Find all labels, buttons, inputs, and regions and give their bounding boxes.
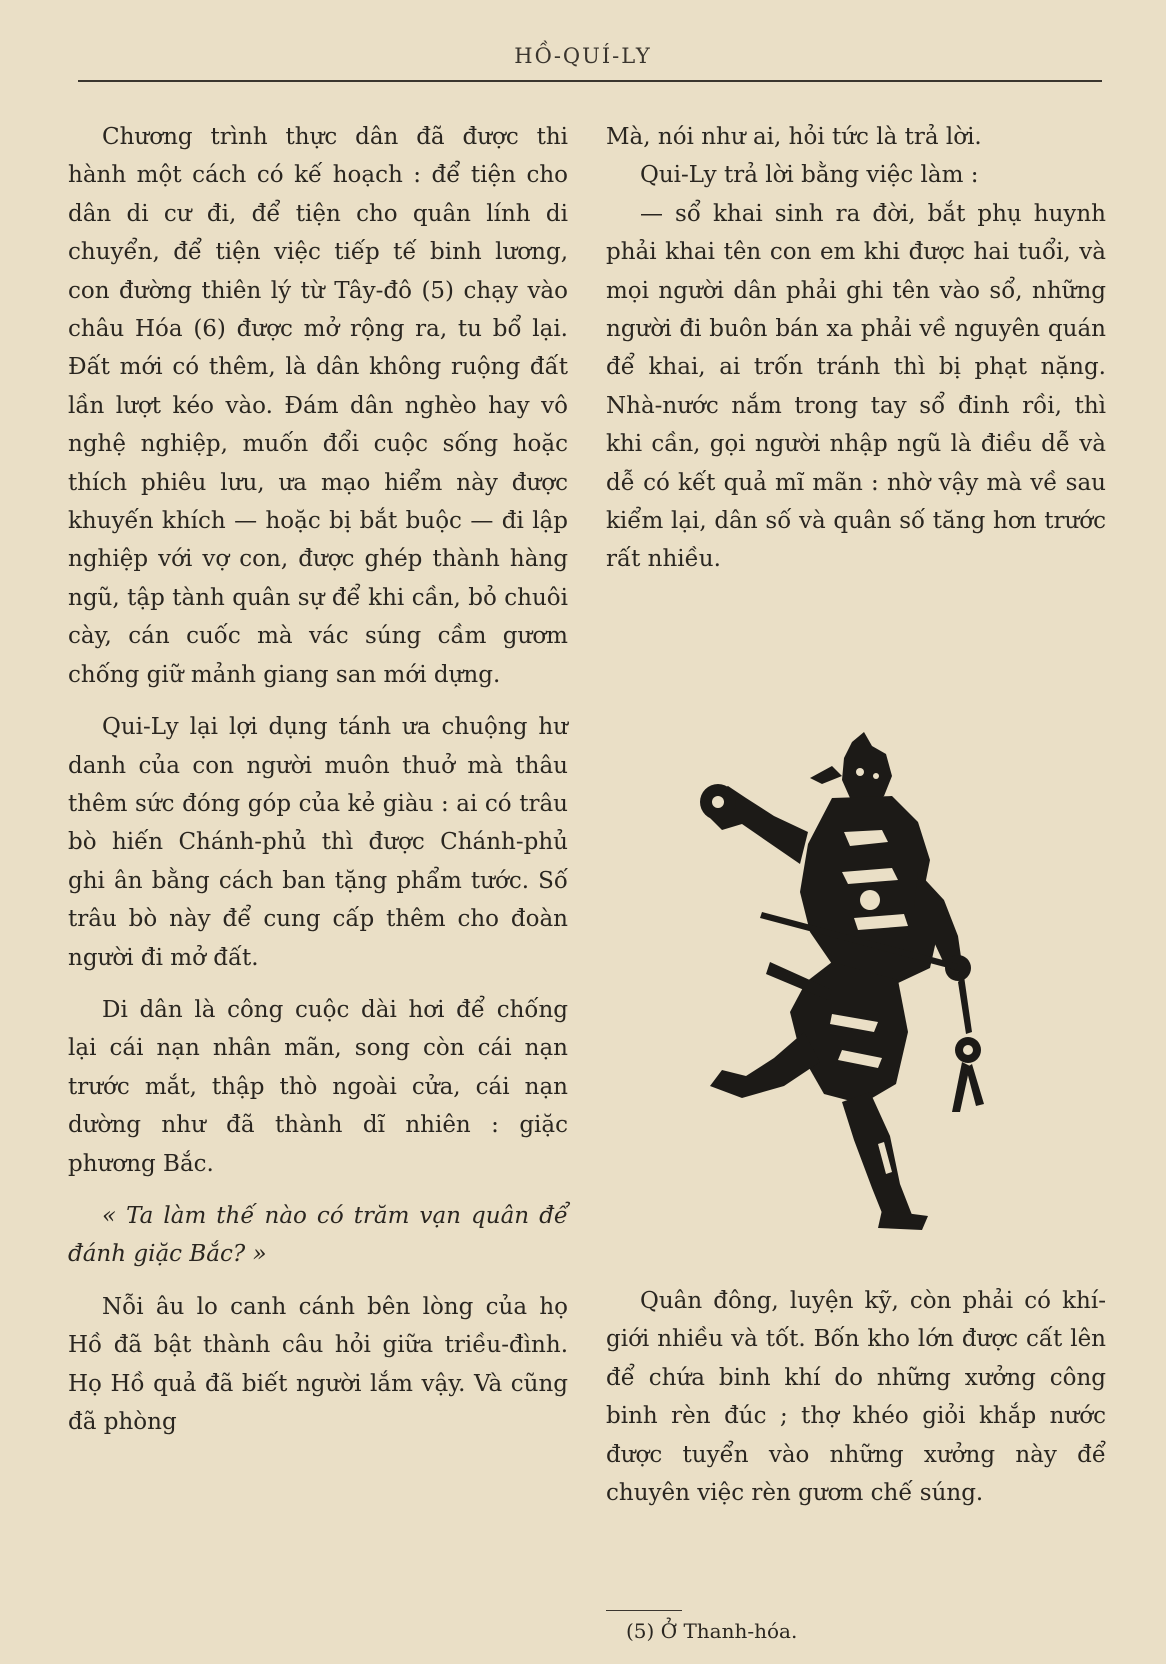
footnote-rule bbox=[606, 1610, 682, 1611]
left-paragraph-3: Di dân là công cuộc dài hơi để chống lại cái nạn nhân mãn, song còn cái nạn trước mắt, thập thò ngoài cửa, cái nạn dường như đã thành dĩ nhiên : giặc phương Bắc. bbox=[68, 996, 568, 1177]
left-paragraph-4: Nỗi âu lo canh cánh bên lòng của họ Hồ đã bật thành câu hỏi giữa triều-đình. Họ Hồ quả đã biết người lắm vậy. Và cũng đã phòng bbox=[68, 1293, 568, 1435]
left-quote: « Ta làm thế nào có trăm vạn quân để đánh giặc Bắc? » bbox=[68, 1202, 568, 1268]
left-paragraph-1: Chương trình thực dân đã được thi hành một cách có kế hoạch : để tiện cho dân di cư đi, để tiện cho quân lính di chuyển, để tiện việc tiếp tế binh lương, con đường thiên lý từ Tây-đô (5) chạy vào châu Hóa (6) được mở rộng ra, tu bổ lại. Đất mới có thêm, là dân không ruộng đất lần lượt kéo vào. Đám dân nghèo hay vô nghệ nghiệp, muốn đổi cuộc sống hoặc thích phiêu lưu, ưa mạo hiểm này được khuyến khích — hoặc bị bắt buộc — đi lập nghiệp với vợ con, được ghép thành hàng ngũ, tập tành quân sự để khi cần, bỏ chuôi cày, cán cuốc mà vác súng cầm gươm chống giữ mảnh giang san mới dựng. bbox=[68, 124, 568, 688]
footnote: (5) Ở Thanh-hóa. bbox=[626, 1619, 798, 1643]
right-paragraph-1: Mà, nói như ai, hỏi tức là trả lời. bbox=[606, 124, 982, 150]
left-column bbox=[68, 118, 568, 1441]
left-paragraph-2: Qui-Ly lại lợi dụng tánh ưa chuộng hư danh của con người muôn thuở mà thâu thêm sức đóng góp của kẻ giàu : ai có trâu bò hiến Chánh-phủ thì được Chánh-phủ ghi ân bằng cách ban tặng phẩm tước. Số trâu bò này để cung cấp thêm cho đoàn người đi mở đất. bbox=[68, 714, 568, 971]
warrior-silhouette-image bbox=[682, 732, 1042, 1232]
header-rule bbox=[78, 80, 1102, 82]
right-paragraph-4: Quân đông, luyện kỹ, còn phải có khí-giới nhiều và tốt. Bốn kho lớn được cất lên để chứa binh khí do những xưởng công binh rèn đúc ; thợ khéo giỏi khắp nước được tuyển vào những xưởng này để chuyên việc rèn gươm chế súng. bbox=[606, 1288, 1106, 1507]
warrior-papercut-illustration bbox=[682, 732, 1042, 1232]
right-column bbox=[606, 118, 1106, 593]
right-paragraph-2: Qui-Ly trả lời bằng việc làm : bbox=[640, 162, 979, 189]
right-column-bottom bbox=[606, 1282, 1106, 1512]
running-title: HỒ-QUÍ-LY bbox=[514, 44, 652, 68]
right-paragraph-3: — sổ khai sinh ra đời, bắt phụ huynh phải khai tên con em khi được hai tuổi, và mọi người dân phải ghi tên vào sổ, những người đi buôn bán xa phải về nguyên quán để khai, ai trốn tránh thì bị phạt nặng. Nhà-nước nắm trong tay sổ đinh rồi, thì khi cần, gọi người nhập ngũ là điều dễ và dễ có kết quả mĩ mãn : nhờ vậy mà về sau kiểm lại, dân số và quân số tăng hơn trước rất nhiều. bbox=[606, 200, 1106, 573]
